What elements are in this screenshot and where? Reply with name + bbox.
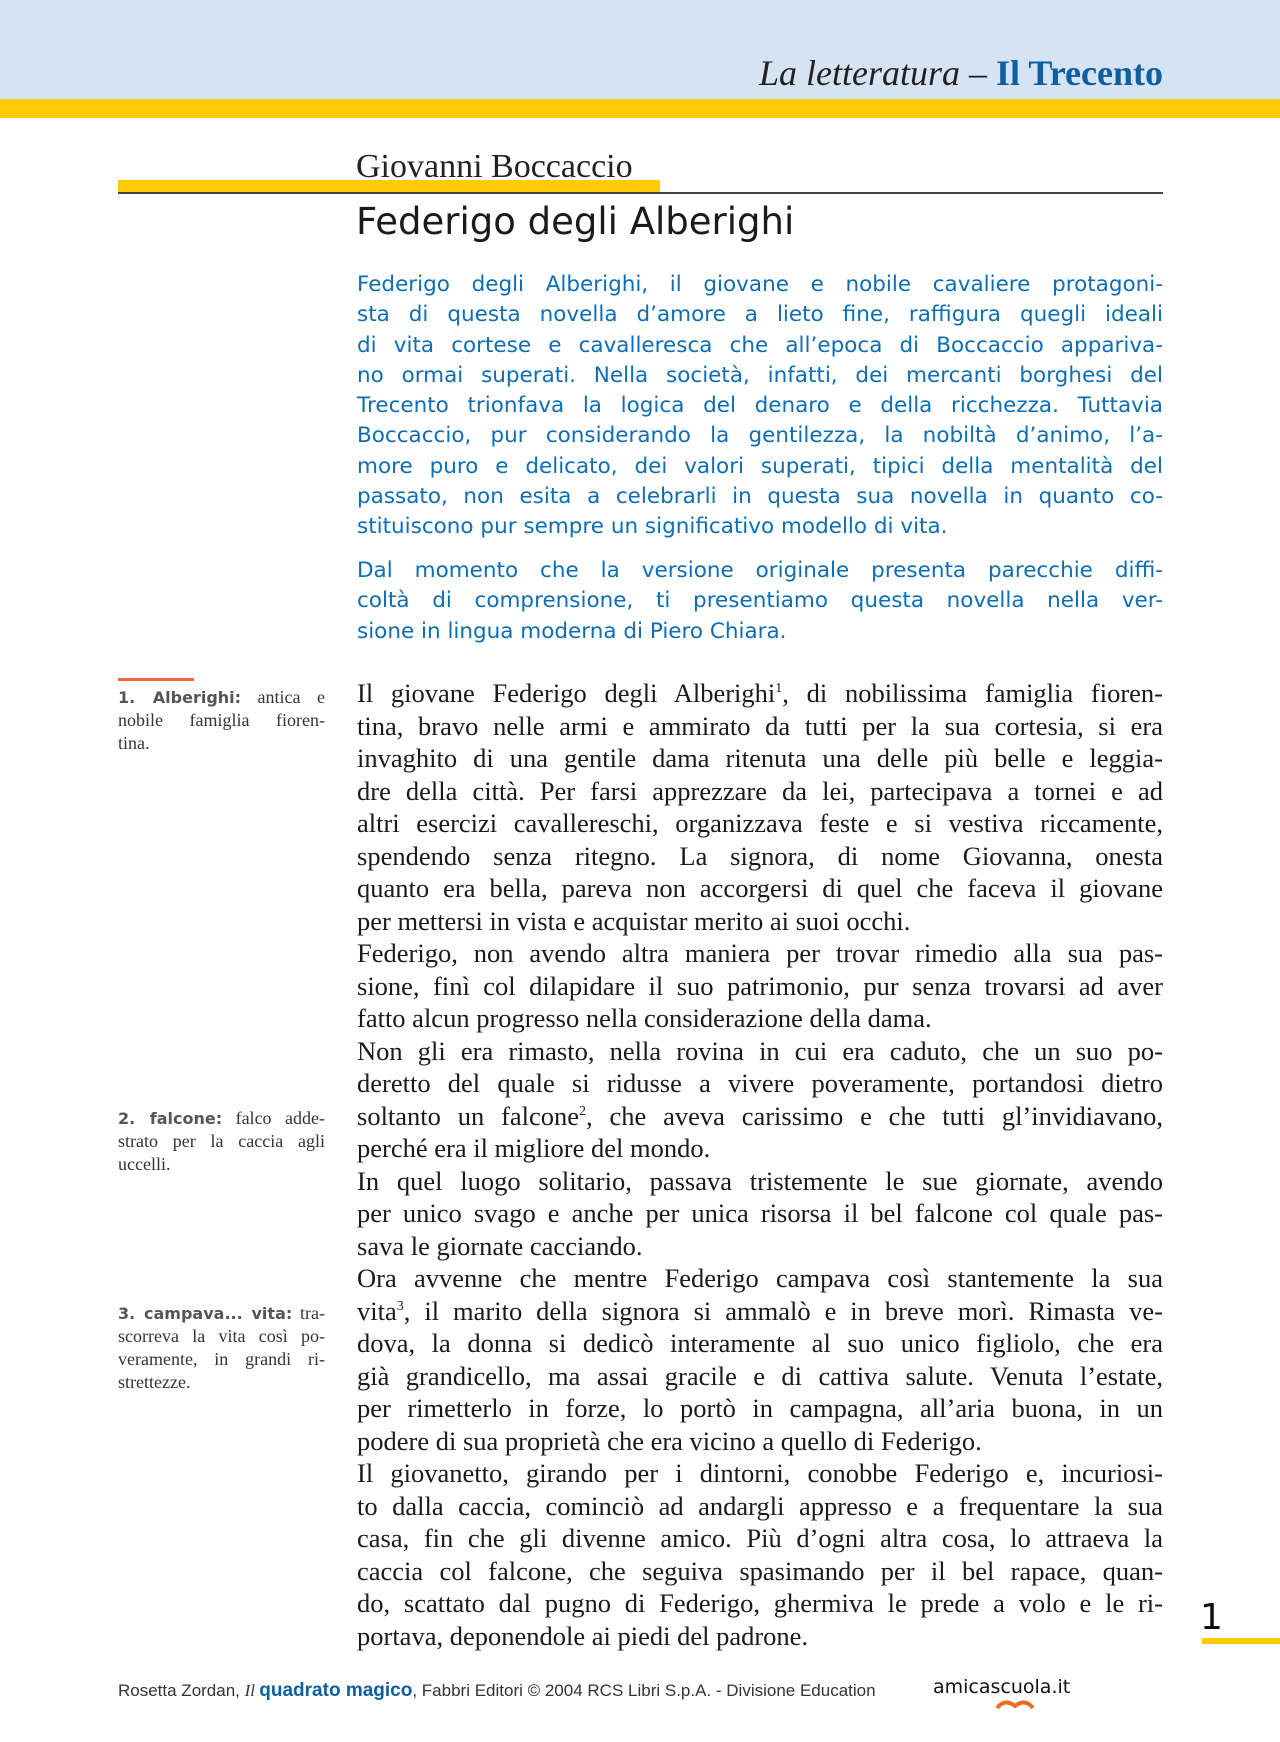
footnote [118,686,325,755]
footer-author: Rosetta Zordan, [118,1681,245,1700]
intro-paragraph [357,270,1163,543]
text-line [357,1165,1163,1198]
header-dash: – [960,53,997,93]
running-header [759,52,1163,94]
text-segment: , il marito della signora si ammalò e in breve morì. Rimasta ve- [403,1295,1163,1326]
text-line [357,937,1163,970]
text-segment: invaghito di una gentile dama ritenuta una delle più belle e leggia- [357,743,1163,773]
intro-line: passato, non esita a celebrarli in questa sua novella in quanto co- [357,484,1163,510]
footnote-ref: 2 [579,1103,587,1119]
intro-line: di vita cortese e cavalleresca che all’epoca di Boccaccio appariva- [357,332,1163,358]
footer-book-title: quadrato magico [259,1680,413,1701]
text-line [357,1327,1163,1360]
footnote [118,1107,325,1176]
text-line [357,1295,1163,1328]
intro-line: Dal momento che la versione originale presenta parecchie diffi- [357,558,1163,583]
logo-text: amicascuola.it [933,1676,1071,1698]
text-segment: podere di sua proprietà che era vicino a quello di Federigo. [357,1425,982,1456]
text-line [357,775,1163,808]
text-segment: tina, bravo nelle armi e ammirato da tutti per la sua cortesia, si era [357,710,1163,741]
text-line [357,1197,1163,1230]
text-line [357,905,1163,938]
note-text: strettezze. [118,1372,191,1392]
header-yellow-stripe [0,99,1280,118]
author-name: Giovanni Boccaccio [356,148,633,185]
page-number: 1 [1200,1597,1223,1638]
text-segment: dre della città. Per farsi apprezzare da lei, partecipava a tornei e ad [357,775,1163,806]
note-line [118,1130,325,1153]
note-line [118,709,325,732]
text-line [357,710,1163,743]
notes-rule [118,678,194,681]
text-line [357,1002,1163,1035]
footer-credits [118,1680,876,1702]
title-rule [118,192,1163,194]
amicascuola-logo [933,1676,1070,1698]
period-label: Il Trecento [996,53,1163,93]
note-text: tina. [118,733,150,753]
text-segment: sava le giornate cacciando. [357,1230,643,1261]
text-line [357,1100,1163,1133]
footer-publisher: , Fabbri Editori © 2004 RCS Libri S.p.A. - Divisione Education [412,1681,876,1700]
note-text: scorreva la vita così po- [118,1326,325,1346]
text-segment: casa, fin che gli divenne amico. Più d’ogni altra cosa, lo attraeva la [357,1523,1163,1553]
text-line [357,1587,1163,1620]
text-line [357,807,1163,840]
note-term: 2. falcone: [118,1109,223,1128]
note-text: uccelli. [118,1154,171,1174]
text-line [357,1555,1163,1588]
intro-paragraph [357,556,1163,647]
text-line [357,872,1163,905]
text-segment: soltanto un falcone [357,1100,580,1131]
text-segment: do, scattato dal pugno di Federigo, ghermiva le prede a volo e le ri- [357,1588,1163,1618]
text-segment: Federigo, non avendo altra maniera per trovar rimedio alla sua pas- [357,938,1163,968]
note-line [118,1325,325,1348]
note-text: falco adde- [222,1108,325,1128]
text-line [357,1457,1163,1490]
story-text [357,677,1163,1652]
page-number-bar [1202,1638,1280,1644]
note-text: veramente, in grandi ri- [118,1349,325,1369]
footnote [118,1302,325,1394]
note-line [118,732,325,755]
intro-line: sta di questa novella d’amore a lieto fine, raffigura quegli ideali [357,302,1163,328]
intro-line: more puro e delicato, dei valori superati, tipici della mentalità del [357,453,1163,479]
text-line [357,1230,1163,1263]
text-line [357,677,1163,710]
intro-line: sione in lingua moderna di Piero Chiara. [357,618,787,644]
section-label: La letteratura [759,53,961,93]
intro-line: stituiscono pur sempre un significativo modello di vita. [357,514,948,540]
note-line [118,1348,325,1371]
text-line [357,1360,1163,1393]
text-line [357,1620,1163,1653]
text-line [357,840,1163,873]
text-segment: to dalla caccia, cominciò ad andargli appresso e a frequentare la sua [357,1490,1163,1521]
footer-il: Il [244,1681,260,1700]
intro-line: Federigo degli Alberighi, il giovane e nobile cavaliere protagoni- [357,272,1163,297]
note-text: tra- [292,1303,325,1323]
text-segment: per rimetterlo in forze, lo portò in campagna, all’aria buona, in un [357,1393,1163,1423]
text-segment: Il giovane Federigo degli Alberighi [357,678,776,708]
text-line [357,1522,1163,1555]
text-segment: quanto era bella, pareva non accorgersi di quel che faceva il giovane [357,873,1163,903]
text-segment: portava, deponendole ai piedi del padrone. [357,1620,809,1651]
note-term: 1. Alberighi: [118,688,242,707]
note-line [118,1153,325,1176]
text-segment: caccia col falcone, che seguiva spasimando per il bel rapace, quan- [357,1555,1163,1586]
intro-line: Boccaccio, pur considerando la gentilezza, la nobiltà d’animo, l’a- [357,423,1163,449]
text-segment: per mettersi in vista e acquistar merito ai suoi occhi. [357,905,911,936]
note-text: antica e [241,687,325,707]
text-line [357,1425,1163,1458]
note-line [118,1107,325,1130]
text-segment: spendendo senza ritegno. La signora, di nome Giovanna, onesta [357,840,1163,871]
logo-swoosh-icon [995,1698,1035,1710]
intro-line: no ormai superati. Nella società, infatti, dei mercanti borghesi del [357,362,1163,388]
note-line [118,1302,325,1325]
text-line [357,1132,1163,1165]
text-line [357,1262,1163,1295]
page-title: Federigo degli Alberighi [356,200,795,243]
text-segment: vita [357,1295,397,1326]
text-segment: Non gli era rimasto, nella rovina in cui era caduto, che un suo po- [357,1035,1163,1066]
text-segment: fatto alcun progresso nella considerazione della dama. [357,1003,932,1033]
text-line [357,1490,1163,1523]
text-segment: altri esercizi cavallereschi, organizzava feste e si vestiva riccamente, [357,808,1163,838]
note-text: nobile famiglia fioren- [118,710,325,730]
text-line [357,742,1163,775]
text-segment: , di nobilissima famiglia fioren- [782,678,1163,708]
text-segment: già grandicello, ma assai gracile e di cattiva salute. Venuta l’estate, [357,1360,1163,1391]
footnote-ref: 1 [775,681,783,697]
text-line [357,970,1163,1003]
note-term: 3. campava... vita: [118,1304,293,1323]
text-line [357,1392,1163,1425]
text-line [357,1067,1163,1100]
text-segment: Ora avvenne che mentre Federigo campava così stantemente la sua [357,1263,1163,1293]
text-segment: Il giovanetto, girando per i dintorni, conobbe Federigo e, incuriosi- [357,1458,1163,1488]
text-segment: perché era il migliore del mondo. [357,1133,711,1163]
text-segment: In quel luogo solitario, passava tristemente le sue giornate, avendo [357,1165,1163,1196]
note-line [118,686,325,709]
text-segment: dova, la donna si dedicò interamente al suo unico figliolo, che era [357,1328,1163,1358]
text-segment: sione, finì col dilapidare il suo patrimonio, pur senza trovarsi ad aver [357,970,1163,1001]
note-text: strato per la caccia agli [118,1131,325,1151]
note-line [118,1371,325,1394]
intro-line: Trecento trionfava la logica del denaro e della ricchezza. Tuttavia [357,393,1163,419]
text-segment: , che aveva carissimo e che tutti gl’invidiavano, [586,1100,1163,1131]
text-segment: deretto del quale si ridusse a vivere poveramente, portandosi dietro [357,1068,1163,1098]
intro-line: coltà di comprensione, ti presentiamo questa novella nella ver- [357,588,1163,614]
footnote-ref: 3 [396,1298,404,1314]
text-segment: per unico svago e anche per unica risorsa il bel falcone col quale pas- [357,1198,1163,1228]
text-line [357,1035,1163,1068]
